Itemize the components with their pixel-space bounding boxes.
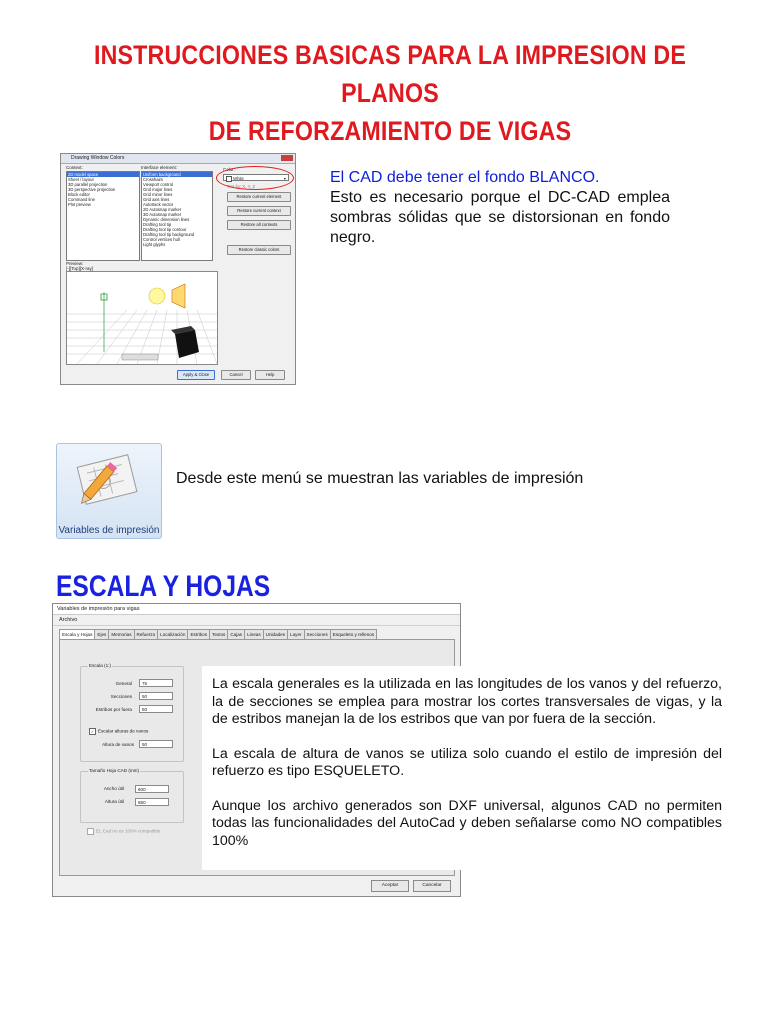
coordinate-tooltip [122,354,158,360]
tab-refuerzo[interactable]: Refuerzo [134,629,159,639]
scale-heights-checkbox[interactable] [89,728,148,735]
tab-textos[interactable]: Textos [209,629,228,639]
field-label: Altura de vanos [102,742,134,747]
cancel-button[interactable]: Cancelar [413,880,451,892]
list-item[interactable]: Autotrack vector [143,202,174,207]
tab-esqueleto-rellenos[interactable]: Esqueleto y rellenos [330,629,377,639]
tab-layer[interactable]: Layer [287,629,305,639]
light-bulb-icon [149,288,165,304]
highlight-oval [216,166,294,190]
preview-scene [67,272,217,364]
tab-ejes[interactable]: Ejes [94,629,109,639]
checkbox-label: Escalar alturas de vanos [98,728,149,734]
explanation-paragraph-2: La escala de altura de vanos se utiliza solo cuando el estilo de impresión del refuerzo es tipo ESQUELETO. [212,745,722,779]
accept-button[interactable]: Aceptar [371,880,409,892]
preview-tag: [-][Top][X-ray] [66,266,94,271]
list-item[interactable]: 3D Autosnap marker [143,212,182,217]
color-value: White [233,176,244,181]
help-button[interactable]: Help [255,370,285,380]
check-icon: ✓ [90,729,95,734]
preview-label: Preview: [66,261,84,266]
list-item[interactable]: 3D perspective projection [68,187,116,192]
context-label: Context: [66,165,83,170]
cad-background-note [330,168,670,248]
dialog-title: Variables de impresión para vigas [53,604,460,615]
field-label: General [115,681,132,686]
list-item[interactable]: Drafting tool tip background [143,232,195,237]
menu-caption: Variables de impresión [58,525,160,536]
sheet-group-label: Tamaño Hoja CAD (mm) [89,768,140,773]
cad-compat-checkbox[interactable] [87,828,160,835]
sheet-size-group [80,771,184,823]
checkbox-box [87,828,94,835]
list-item[interactable]: Control vertices hull [143,237,180,242]
color-label: Color: [223,167,236,172]
tint-label: Tint for X, Y, Z [227,184,256,189]
list-item[interactable]: Dynamic dimension lines [143,217,190,222]
list-item[interactable]: Viewport control [143,182,173,187]
cancel-button[interactable]: Cancel [221,370,251,380]
scale-explanation [202,666,732,870]
note-body: Esto es necesario porque el DC-CAD emplea sombras sólidas que se distorsionan en fondo negro. [330,189,670,246]
list-item[interactable]: Grid major lines [143,187,173,192]
restore-element-button[interactable]: Restore current element [227,192,291,202]
tab-unidades[interactable]: Unidades [263,629,288,639]
tab-escala-hojas[interactable]: Escala y Hojas [59,629,95,640]
list-item[interactable]: Uniform background [142,172,212,177]
tab-memorias[interactable]: Memorias [108,629,134,639]
title-line-2: DE REFORZAMIENTO DE VIGAS [208,116,572,146]
span-height-input[interactable]: 50 [139,740,173,748]
list-item[interactable]: 2D Autosnap marker [143,207,182,212]
scale-group-label: Escala (1:) [89,663,111,668]
field-label: Ancho útil [103,786,124,791]
field-label: Estribos por fuera [95,707,132,712]
drawing-window-colors-dialog [60,153,296,385]
list-item[interactable]: Light glyphs [143,242,166,247]
preview-area [66,271,218,365]
list-item[interactable]: Plot preview [68,202,91,207]
list-item[interactable]: Command line [68,197,95,202]
tab-estribos[interactable]: Estribos [187,629,210,639]
general-scale-input[interactable]: 75 [139,679,173,687]
tab-secciones[interactable]: Secciones [304,629,331,639]
menu-description: Desde este menú se muestran las variables de impresión [176,470,584,487]
explanation-paragraph-3: Aunque los archivo generados son DXF universal, algunos CAD no permiten todas las funcionalidades del AutoCad y deben señalarse como NO compatibles 100% [212,797,722,849]
apply-close-button[interactable]: Apply & Close [177,370,215,380]
sheet-width-input[interactable]: 600 [135,785,169,793]
section-heading: ESCALA Y HOJAS [56,570,271,603]
list-item[interactable]: 3D parallel projection [68,182,108,187]
list-item[interactable]: Grid minor lines [143,192,173,197]
variables-impresion-menu-button[interactable] [56,443,162,539]
interface-element-list[interactable] [141,171,213,261]
field-label: Altura útil [104,799,124,804]
dialog-titlebar [61,154,295,164]
print-variables-icon [57,444,161,516]
restore-all-button[interactable]: Restore all contexts [227,220,291,230]
note-highlight: El CAD debe tener el fondo BLANCO. [330,169,600,186]
black-cube-icon [175,330,199,358]
tab-localizacion[interactable]: Localización [157,629,188,639]
tab-strip [59,629,376,639]
menu-archivo[interactable]: Archivo [53,615,460,626]
chevron-down-icon: ▾ [283,176,286,181]
context-list[interactable] [66,171,140,261]
explanation-paragraph-1: La escala generales es la utilizada en las longitudes de los vanos y del refuerzo, la de secciones se emplea para mostrar los cortes transversales de vigas, y la de estribos manejan la de los estribos que van por fuera de la sección. [212,676,722,727]
list-item[interactable]: Drafting tool tip [143,222,172,227]
list-item[interactable]: Drafting tool tip contour [143,227,187,232]
interface-element-label: Interface element: [141,165,178,170]
restore-context-button[interactable]: Restore current context [227,206,291,216]
list-item[interactable]: 2D model space [67,172,139,177]
dialog-title: Drawing Window Colors [71,155,125,161]
list-item[interactable]: Sheet / layout [68,177,94,182]
close-icon[interactable] [281,155,293,161]
tab-cajas[interactable]: Cajas [227,629,245,639]
sections-scale-input[interactable]: 50 [139,692,173,700]
checkbox-label: EL Cad no es 100% compatible [96,828,161,834]
field-label: Secciones [110,694,132,699]
list-item[interactable]: Block editor [68,192,90,197]
page-title [89,36,691,150]
stirrups-scale-input[interactable]: 50 [139,705,173,713]
list-item[interactable]: Crosshairs [143,177,164,182]
tab-lineas[interactable]: Lineas [244,629,264,639]
sheet-height-input[interactable]: 650 [135,798,169,806]
restore-classic-button[interactable]: Restore classic colors [227,245,291,255]
title-line-1: INSTRUCCIONES BASICAS PARA LA IMPRESION DE PLANOS [93,40,687,108]
spotlight-icon [172,284,185,308]
list-item[interactable]: Grid axis lines [143,197,170,202]
